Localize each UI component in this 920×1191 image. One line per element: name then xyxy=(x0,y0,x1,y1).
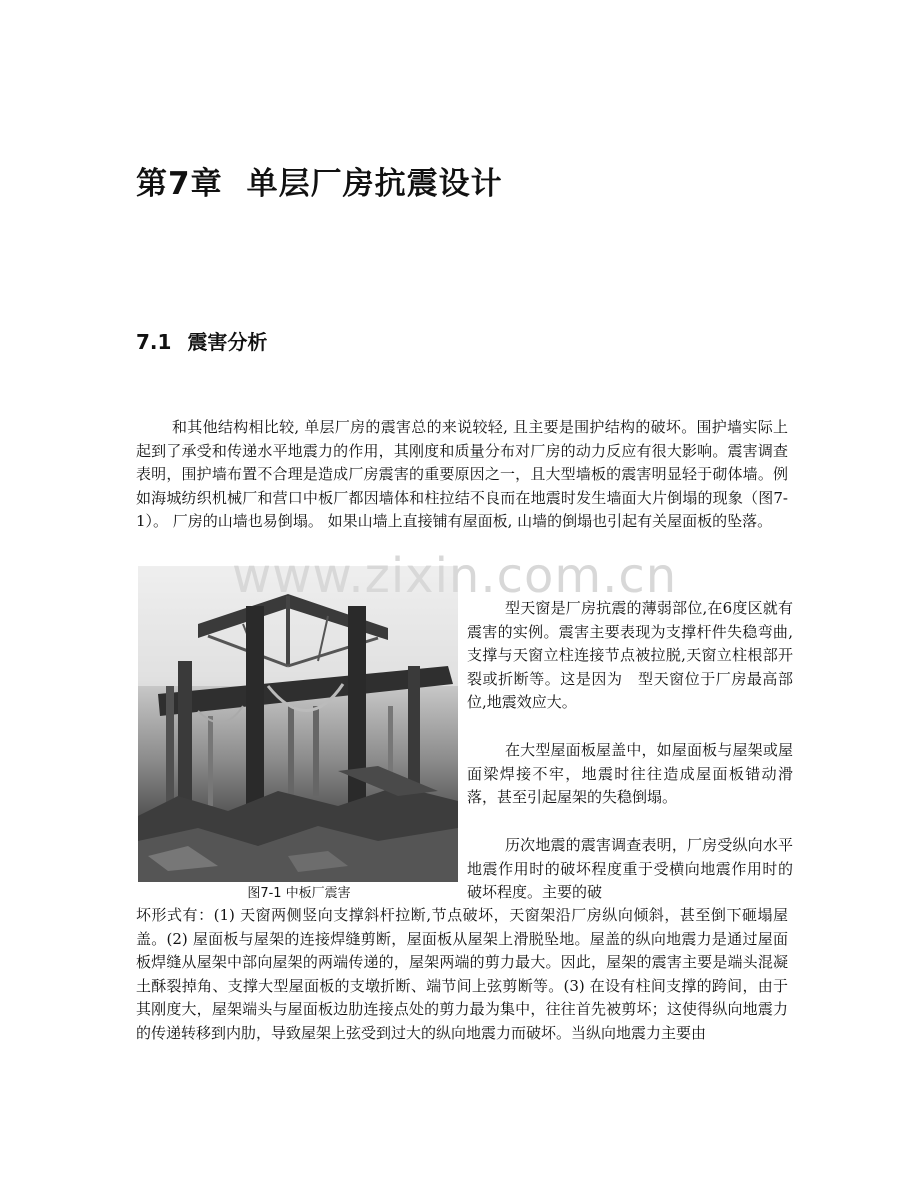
figure-caption: 图7-1 中板厂震害 xyxy=(247,886,351,901)
history-paragraph-block xyxy=(467,834,793,905)
history-paragraph-lead: 历次地震的震害调查表明，厂房受纵向水平地震作用时的破坏程度重于受横向地震作用时的破坏程度。主要的破 xyxy=(467,836,793,901)
photo-illustration xyxy=(138,566,458,882)
section-name: 震害分析 xyxy=(187,330,268,354)
chapter-name: 单层厂房抗震设计 xyxy=(246,166,503,202)
watermark: www.zixin.com.cn xyxy=(232,548,678,604)
factory-damage-photo xyxy=(138,566,458,882)
chapter-title xyxy=(136,158,503,203)
section-number: 7.1 xyxy=(136,330,172,354)
chapter-number: 第7章 xyxy=(136,166,223,202)
section-title xyxy=(136,326,267,355)
roof-panel-paragraph-block xyxy=(467,739,793,810)
history-paragraph-tail: 坏形式有：(1) 天窗两侧竖向支撑斜杆拉断,节点破坏，天窗架沿厂房纵向倾斜，甚至倒下砸塌屋盖。(2) 屋面板与屋架的连接焊缝剪断，屋面板从屋架上滑脱坠地。屋盖的纵向地震力是通过屋面板焊缝从屋架中部向屋架的两端传递的，屋架两端的剪力最大。因此，屋架的震害主要是端头混凝土酥裂掉角、支撑大型屋面板的支墩折断、端节间上弦剪断等。(3) 在设有柱间支撑的跨间，由于其刚度大，屋架端头与屋面板边肋连接点处的剪力最为集中，往往首先被剪坏；这使得纵向地震力的传递转移到内肋，导致屋架上弦受到过大的纵向地震力而破坏。当纵向地震力主要由 xyxy=(136,906,788,1042)
skylight-paragraph: 型天窗是厂房抗震的薄弱部位,在6度区就有震害的实例。震害主要表现为支撑杆件失稳弯曲,支撑与天窗立柱连接节点被拉脱,天窗立柱根部开裂或折断等。这是因为 型天窗位于厂房最高部位,地震效应大。 xyxy=(467,599,793,711)
roof-panel-paragraph: 在大型屋面板屋盖中，如屋面板与屋架或屋面梁焊接不牢，地震时往往造成屋面板错动滑落，甚至引起屋架的失稳倒塌。 xyxy=(467,741,793,806)
skylight-paragraph-block xyxy=(467,597,793,715)
intro-paragraph: 和其他结构相比较, 单层厂房的震害总的来说较轻, 且主要是围护结构的破坏。围护墙实际上起到了承受和传递水平地震力的作用，其刚度和质量分布对厂房的动力反应有很大影响。震害调查表明，围护墙布置不合理是造成厂房震害的重要原因之一，且大型墙板的震害明显轻于砌体墙。例如海城纺织机械厂和营口中板厂都因墙体和柱拉结不良而在地震时发生墙面大片倒塌的现象（图7-1）。 厂房的山墙也易倒塌。 如果山墙上直接铺有屋面板, 山墙的倒塌也引起有关屋面板的坠落。 xyxy=(136,418,788,530)
